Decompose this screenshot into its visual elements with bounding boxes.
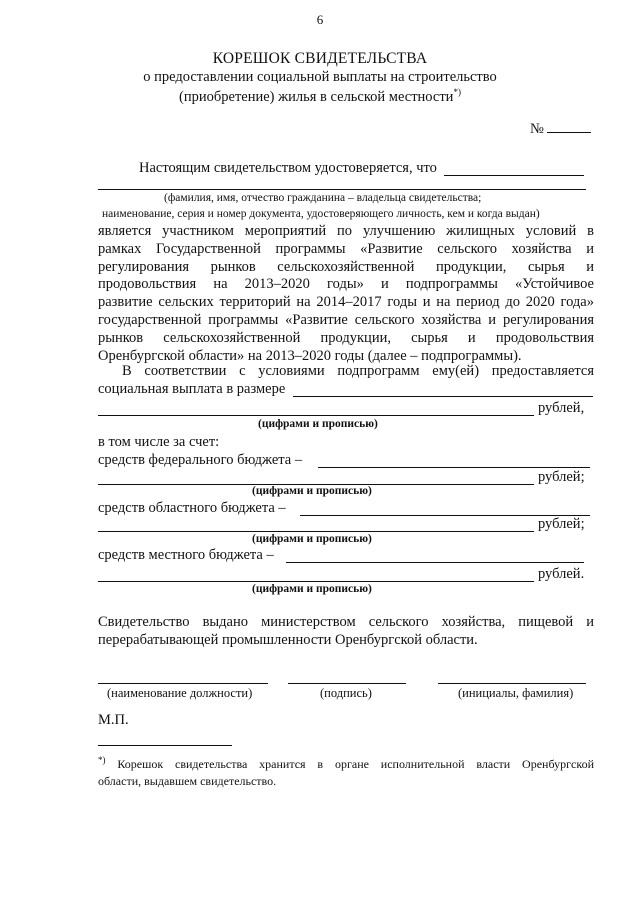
- issued-line2: перерабатывающей промышленности Оренбургской области.: [98, 631, 478, 648]
- name-blank[interactable]: [438, 683, 586, 684]
- payment-paragraph: [122, 363, 594, 381]
- body-line: государственной программы «Развитие сельского хозяйства и регулирования: [98, 311, 594, 328]
- body-line: развитие сельских территорий на 2014–2017 годы и на период до 2020 года»: [98, 294, 594, 311]
- holder-note-line2: наименование, серия и номер документа, удостоверяющего личность, кем и когда выдан): [102, 208, 540, 220]
- certify-text: Настоящим свидетельством удостоверяется, что: [139, 160, 437, 176]
- signature-blank[interactable]: [288, 683, 406, 684]
- subtitle-text: (приобретение) жилья в сельской местности: [179, 88, 454, 105]
- footnote-reference: *): [453, 87, 461, 97]
- holder-details-blank[interactable]: [98, 189, 586, 190]
- certificate-number: [530, 120, 591, 138]
- regional-label: средств областного бюджета –: [98, 500, 286, 516]
- footnote-mark: *): [98, 755, 106, 765]
- local-label: средств местного бюджета –: [98, 547, 274, 563]
- body-line: рамках Государственной программы «Развитие сельского хозяйства и: [98, 240, 594, 257]
- body-line: является участником мероприятий по улучшению жилищных условий в: [98, 223, 594, 239]
- federal-amount-blank[interactable]: [318, 467, 590, 468]
- regional-words-blank[interactable]: [98, 531, 534, 532]
- document-title: КОРЕШОК СВИДЕТЕЛЬСТВА: [212, 50, 428, 67]
- holder-note-line1: (фамилия, имя, отчество гражданина – владельца свидетельства;: [164, 192, 482, 204]
- footnote-separator: [98, 745, 232, 746]
- digits-note: (цифрами и прописью): [252, 533, 372, 545]
- footnote-text: Корешок свидетельства хранится в органе исполнительной власти Оренбургской: [117, 757, 594, 771]
- stamp-label: М.П.: [98, 712, 129, 728]
- footnote-line2: области, выдавшем свидетельство.: [98, 774, 277, 788]
- local-amount-blank[interactable]: [286, 562, 584, 563]
- holder-name-blank[interactable]: [444, 175, 584, 176]
- local-words-blank[interactable]: [98, 581, 534, 582]
- digits-note: (цифрами и прописью): [252, 583, 372, 595]
- footnote-line1: [98, 752, 594, 773]
- footnote: [98, 752, 594, 790]
- digits-note: (цифрами и прописью): [258, 418, 378, 430]
- name-caption: (инициалы, фамилия): [458, 686, 574, 700]
- payment-line2: социальная выплата в размере: [98, 381, 286, 397]
- payment-line1: В соответствии с условиями подпрограмм ему(ей) предоставляется: [122, 363, 594, 379]
- payment-amount-blank[interactable]: [293, 396, 593, 397]
- page-number: 6: [316, 12, 324, 27]
- issued-paragraph: [98, 614, 594, 650]
- body-line: Оренбургской области» на 2013–2020 годы (далее – подпрограммы).: [98, 347, 522, 364]
- digits-note: (цифрами и прописью): [252, 485, 372, 497]
- rubles-label: рублей;: [538, 469, 585, 485]
- signature-caption: (подпись): [320, 686, 372, 700]
- document-subtitle-line1: о предоставлении социальной выплаты на строительство: [143, 69, 497, 85]
- rubles-label: рублей,: [538, 400, 585, 416]
- position-blank[interactable]: [98, 683, 268, 684]
- document-subtitle-line2: [0, 87, 640, 106]
- rubles-label: рублей.: [538, 566, 585, 582]
- body-line: рынков сельскохозяйственной продукции, сырья и продовольствия: [98, 329, 594, 346]
- including-label: в том числе за счет:: [98, 434, 220, 450]
- body-paragraph: [98, 223, 594, 365]
- position-caption: (наименование должности): [107, 686, 253, 700]
- federal-label: средств федерального бюджета –: [98, 452, 303, 468]
- body-line: продовольствия на 2013–2020 годы» и подпрограммы «Устойчивое: [98, 276, 594, 293]
- rubles-label: рублей;: [538, 516, 585, 532]
- body-line: регулирования рынков сельскохозяйственной продукции, сырья и: [98, 258, 594, 275]
- payment-words-blank[interactable]: [98, 415, 534, 416]
- issued-line1: Свидетельство выдано министерством сельского хозяйства, пищевой и: [98, 614, 594, 630]
- number-label: №: [530, 121, 544, 137]
- number-blank[interactable]: [547, 120, 591, 133]
